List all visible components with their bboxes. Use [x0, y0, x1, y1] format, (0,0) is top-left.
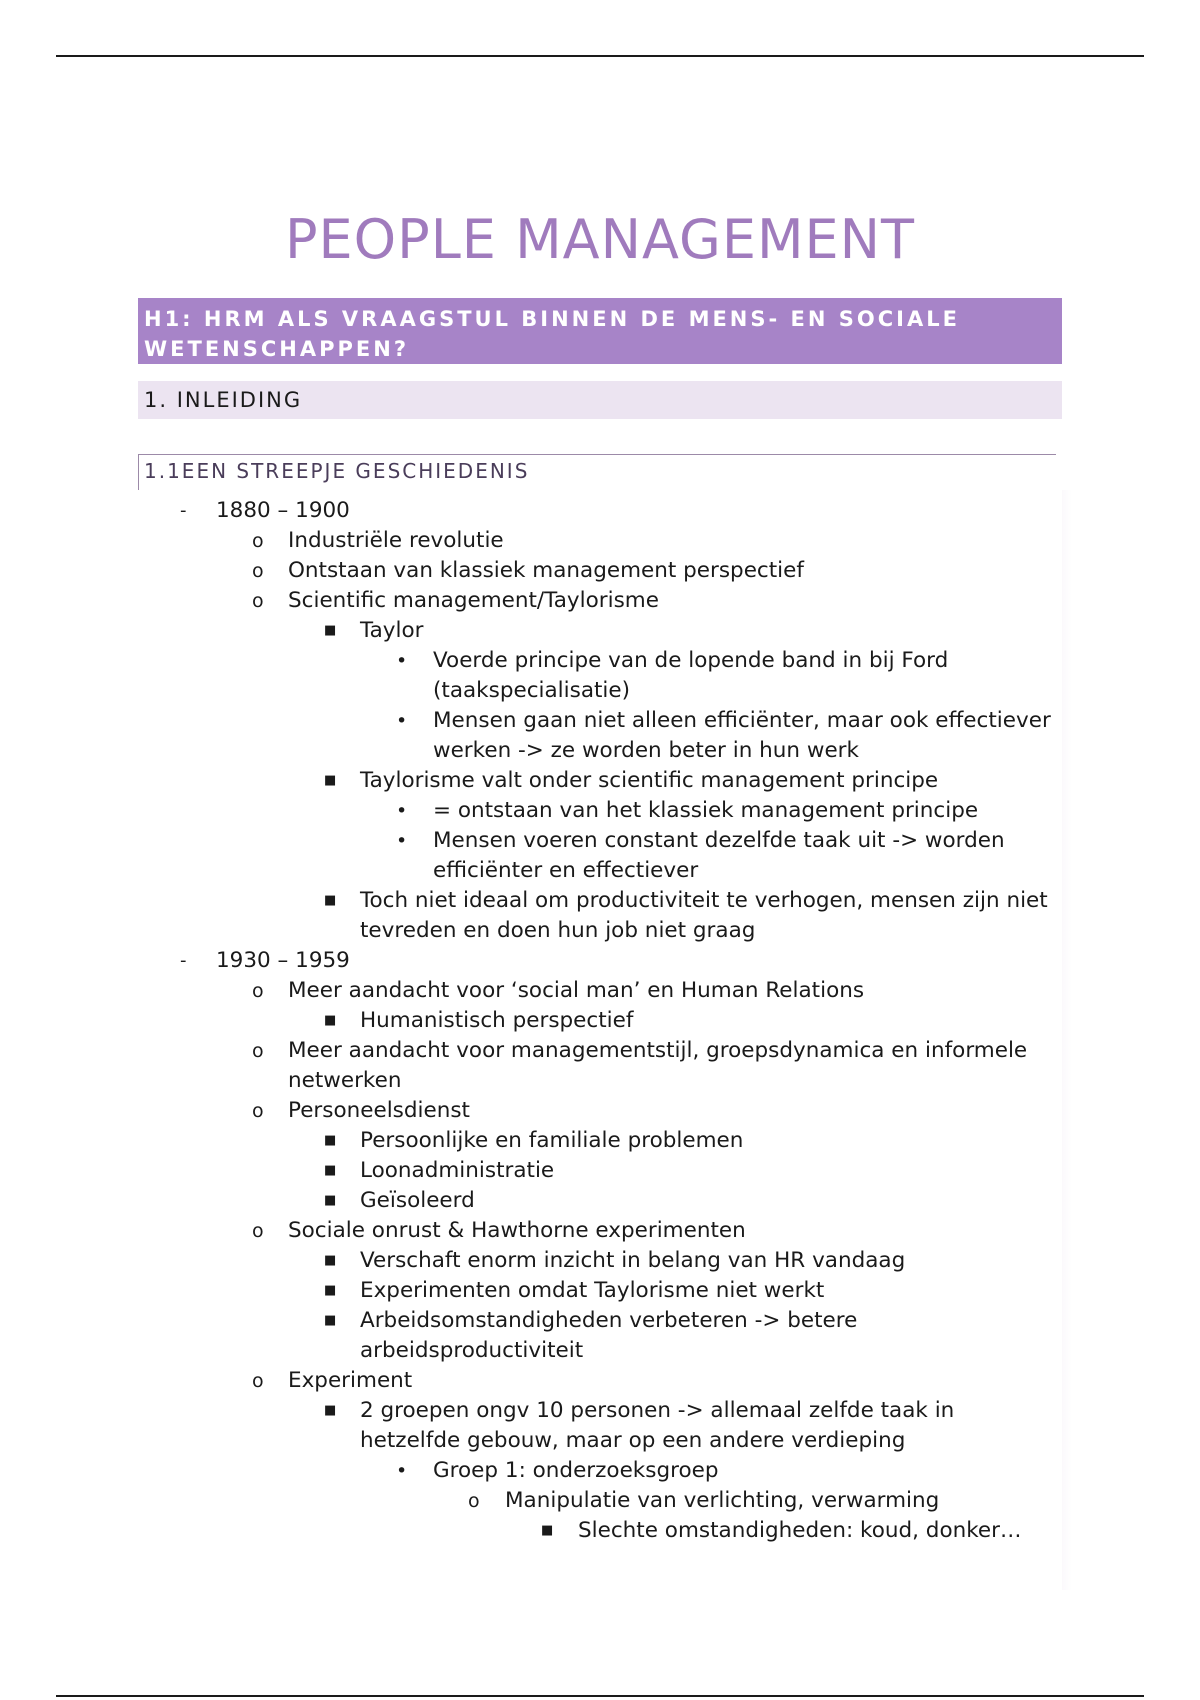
- outline-item-text: Ontstaan van klassiek management perspectief: [288, 558, 804, 583]
- outline-item: [0, 1366, 1200, 1396]
- history-outline: [0, 496, 1200, 1546]
- outline-item-text: 2 groepen ongv 10 personen -> allemaal zelfde taak in hetzelfde gebouw, maar op een andere verdieping: [360, 1398, 955, 1453]
- heading-1-text: H1: HRM ALS VRAAGSTUL BINNEN DE MENS- EN SOCIALE WETENSCHAPPEN?: [144, 307, 960, 361]
- bottom-rule: [56, 1695, 1144, 1697]
- bullet-marker: ■: [324, 1253, 337, 1268]
- outline-item-text: Groep 1: onderzoeksgroep: [433, 1458, 719, 1483]
- bullet-marker: o: [252, 590, 264, 612]
- outline-item: [0, 1246, 1200, 1276]
- outline-item: [0, 496, 1200, 526]
- outline-item: [0, 1456, 1200, 1486]
- outline-item: [0, 1036, 1200, 1096]
- outline-item-text: Meer aandacht voor managementstijl, groepsdynamica en informele netwerken: [288, 1038, 1028, 1093]
- outline-item: [0, 1096, 1200, 1126]
- bullet-marker: •: [396, 650, 408, 672]
- outline-item: [0, 1306, 1200, 1366]
- bullet-marker: o: [252, 1040, 264, 1062]
- outline-item: [0, 1486, 1200, 1516]
- outline-item-text: Mensen voeren constant dezelfde taak uit -> worden efficiënter en effectiever: [433, 828, 1005, 883]
- outline-item-text: Manipulatie van verlichting, verwarming: [505, 1488, 940, 1513]
- outline-item: [0, 796, 1200, 826]
- outline-item-text: Humanistisch perspectief: [360, 1008, 634, 1033]
- outline-item: [0, 946, 1200, 976]
- outline-item-text: Scientific management/Taylorisme: [288, 588, 659, 613]
- top-rule: [56, 55, 1144, 57]
- heading-3-text: 1.1EEN STREEPJE GESCHIEDENIS: [144, 459, 530, 483]
- heading-1-banner: [138, 298, 1062, 364]
- bullet-marker: o: [252, 1370, 264, 1392]
- bullet-marker: o: [468, 1490, 480, 1512]
- bullet-marker: ■: [324, 773, 337, 788]
- bullet-marker: o: [252, 1220, 264, 1242]
- bullet-marker: ■: [324, 893, 337, 908]
- outline-item-text: Loonadministratie: [360, 1158, 555, 1183]
- outline-item-text: Slechte omstandigheden: koud, donker…: [578, 1518, 1022, 1543]
- bullet-marker: o: [252, 560, 264, 582]
- bullet-marker: -: [180, 500, 187, 521]
- bullet-marker: -: [180, 950, 187, 971]
- outline-item-text: Experimenten omdat Taylorisme niet werkt: [360, 1278, 825, 1303]
- bullet-marker: o: [252, 530, 264, 552]
- outline-item-text: 1930 – 1959: [216, 948, 350, 973]
- bullet-marker: o: [252, 980, 264, 1002]
- outline-item: [0, 1396, 1200, 1456]
- outline-item-text: Mensen gaan niet alleen efficiënter, maar ook effectiever werken -> ze worden beter in hun werk: [433, 708, 1051, 763]
- outline-item-text: Taylorisme valt onder scientific management principe: [360, 768, 939, 793]
- outline-item: [0, 976, 1200, 1006]
- outline-item-text: Meer aandacht voor ‘social man’ en Human Relations: [288, 978, 865, 1003]
- outline-item: [0, 766, 1200, 796]
- outline-item: [0, 556, 1200, 586]
- bullet-marker: ■: [324, 1133, 337, 1148]
- outline-item: [0, 1186, 1200, 1216]
- outline-item: [0, 1156, 1200, 1186]
- outline-item: [0, 886, 1200, 946]
- outline-item: [0, 706, 1200, 766]
- outline-item-text: Persoonlijke en familiale problemen: [360, 1128, 744, 1153]
- bullet-marker: •: [396, 800, 408, 822]
- bullet-marker: ■: [324, 1403, 337, 1418]
- bullet-marker: ■: [324, 1283, 337, 1298]
- heading-2-text: 1. INLEIDING: [144, 388, 303, 412]
- outline-item-text: Experiment: [288, 1368, 413, 1393]
- outline-item: [0, 1516, 1200, 1546]
- outline-item: [0, 616, 1200, 646]
- bullet-marker: •: [396, 830, 408, 852]
- outline-item: [0, 526, 1200, 556]
- outline-item-text: Personeelsdienst: [288, 1098, 470, 1123]
- bullet-marker: o: [252, 1100, 264, 1122]
- heading-3: [138, 454, 1056, 490]
- outline-item-text: Verschaft enorm inzicht in belang van HR vandaag: [360, 1248, 906, 1273]
- bullet-marker: •: [396, 1460, 408, 1482]
- outline-item: [0, 646, 1200, 706]
- outline-item-text: Sociale onrust & Hawthorne experimenten: [288, 1218, 746, 1243]
- outline-item: [0, 586, 1200, 616]
- outline-item-text: Geïsoleerd: [360, 1188, 475, 1213]
- outline-item-text: Toch niet ideaal om productiviteit te verhogen, mensen zijn niet tevreden en doen hun job niet graag: [360, 888, 1048, 943]
- outline-item-text: 1880 – 1900: [216, 498, 350, 523]
- outline-item: [0, 1216, 1200, 1246]
- outline-item-text: Voerde principe van de lopende band in bij Ford (taakspecialisatie): [433, 648, 949, 703]
- bullet-marker: ■: [324, 1193, 337, 1208]
- document-title: PEOPLE MANAGEMENT: [284, 208, 916, 271]
- bullet-marker: ■: [541, 1523, 554, 1538]
- outline-item: [0, 1126, 1200, 1156]
- outline-item-text: Arbeidsomstandigheden verbeteren -> betere arbeidsproductiviteit: [360, 1308, 858, 1363]
- outline-item: [0, 826, 1200, 886]
- bullet-marker: ■: [324, 623, 337, 638]
- bullet-marker: ■: [324, 1313, 337, 1328]
- bullet-marker: •: [396, 710, 408, 732]
- outline-item-text: Industriële revolutie: [288, 528, 504, 553]
- bullet-marker: ■: [324, 1013, 337, 1028]
- outline-item-text: = ontstaan van het klassiek management principe: [433, 798, 979, 823]
- heading-2-band: [138, 381, 1062, 419]
- outline-item: [0, 1276, 1200, 1306]
- outline-item-text: Taylor: [360, 618, 424, 643]
- bullet-marker: ■: [324, 1163, 337, 1178]
- outline-item: [0, 1006, 1200, 1036]
